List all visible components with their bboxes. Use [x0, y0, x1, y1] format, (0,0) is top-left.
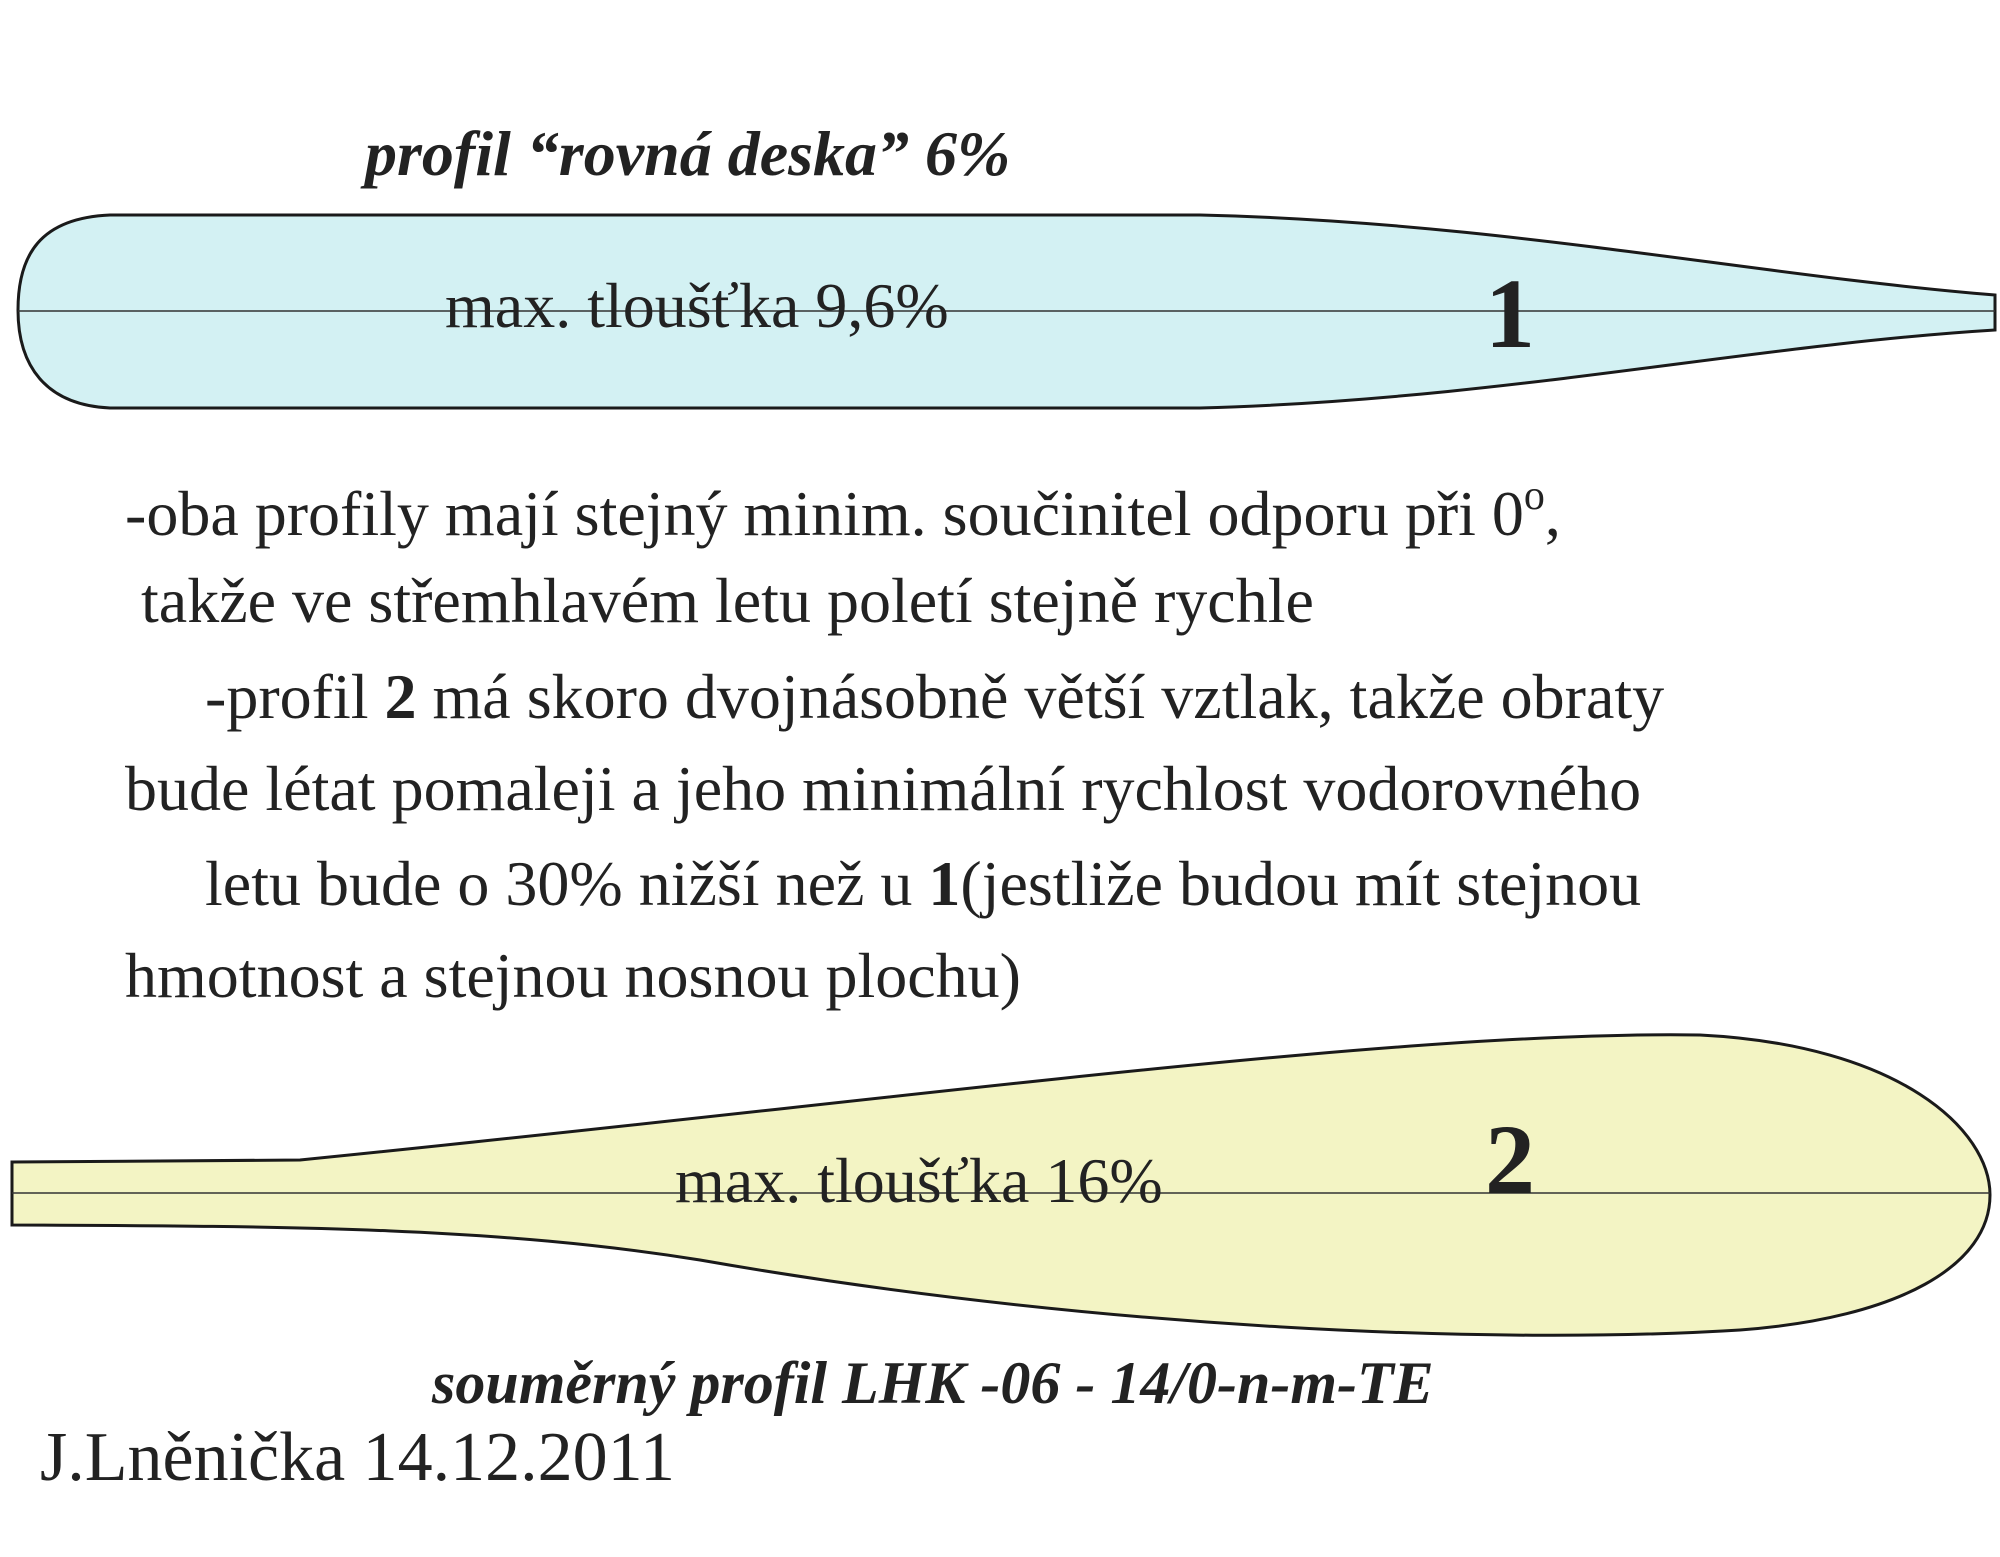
profile1-thickness-label: max. tloušťka 9,6% [445, 270, 949, 341]
profile1-title: profil “rovná deska” 6% [365, 118, 1011, 189]
author-signature: J.Lněnička 14.12.2011 [40, 1419, 676, 1496]
profile2-number: 2 [1485, 1104, 1535, 1215]
profile2-thickness-label: max. tloušťka 16% [675, 1145, 1163, 1216]
description-line-6: hmotnost a stejnou nosnou plochu) [125, 940, 1021, 1011]
description-line-2: takže ve střemhlavém letu poletí stejně rychle [125, 565, 1314, 636]
description-line-1: -oba profily mají stejný minim. součinitel odporu při 0$^o$, [125, 473, 1561, 549]
description-line-4: bude létat pomaleji a jeho minimální rychlost vodorovného [125, 753, 1642, 824]
profile2-title: souměrný profil LHK -06 - 14/0-n-m-TE [432, 1350, 1434, 1416]
description-line-5: letu bude o 30% nižší než u 1(jestliže budou mít stejnou [205, 848, 1642, 919]
profile1-number: 1 [1485, 258, 1535, 369]
description-line-3: -profil 2 má skoro dvojnásobně větší vztlak, takže obraty [205, 661, 1665, 732]
